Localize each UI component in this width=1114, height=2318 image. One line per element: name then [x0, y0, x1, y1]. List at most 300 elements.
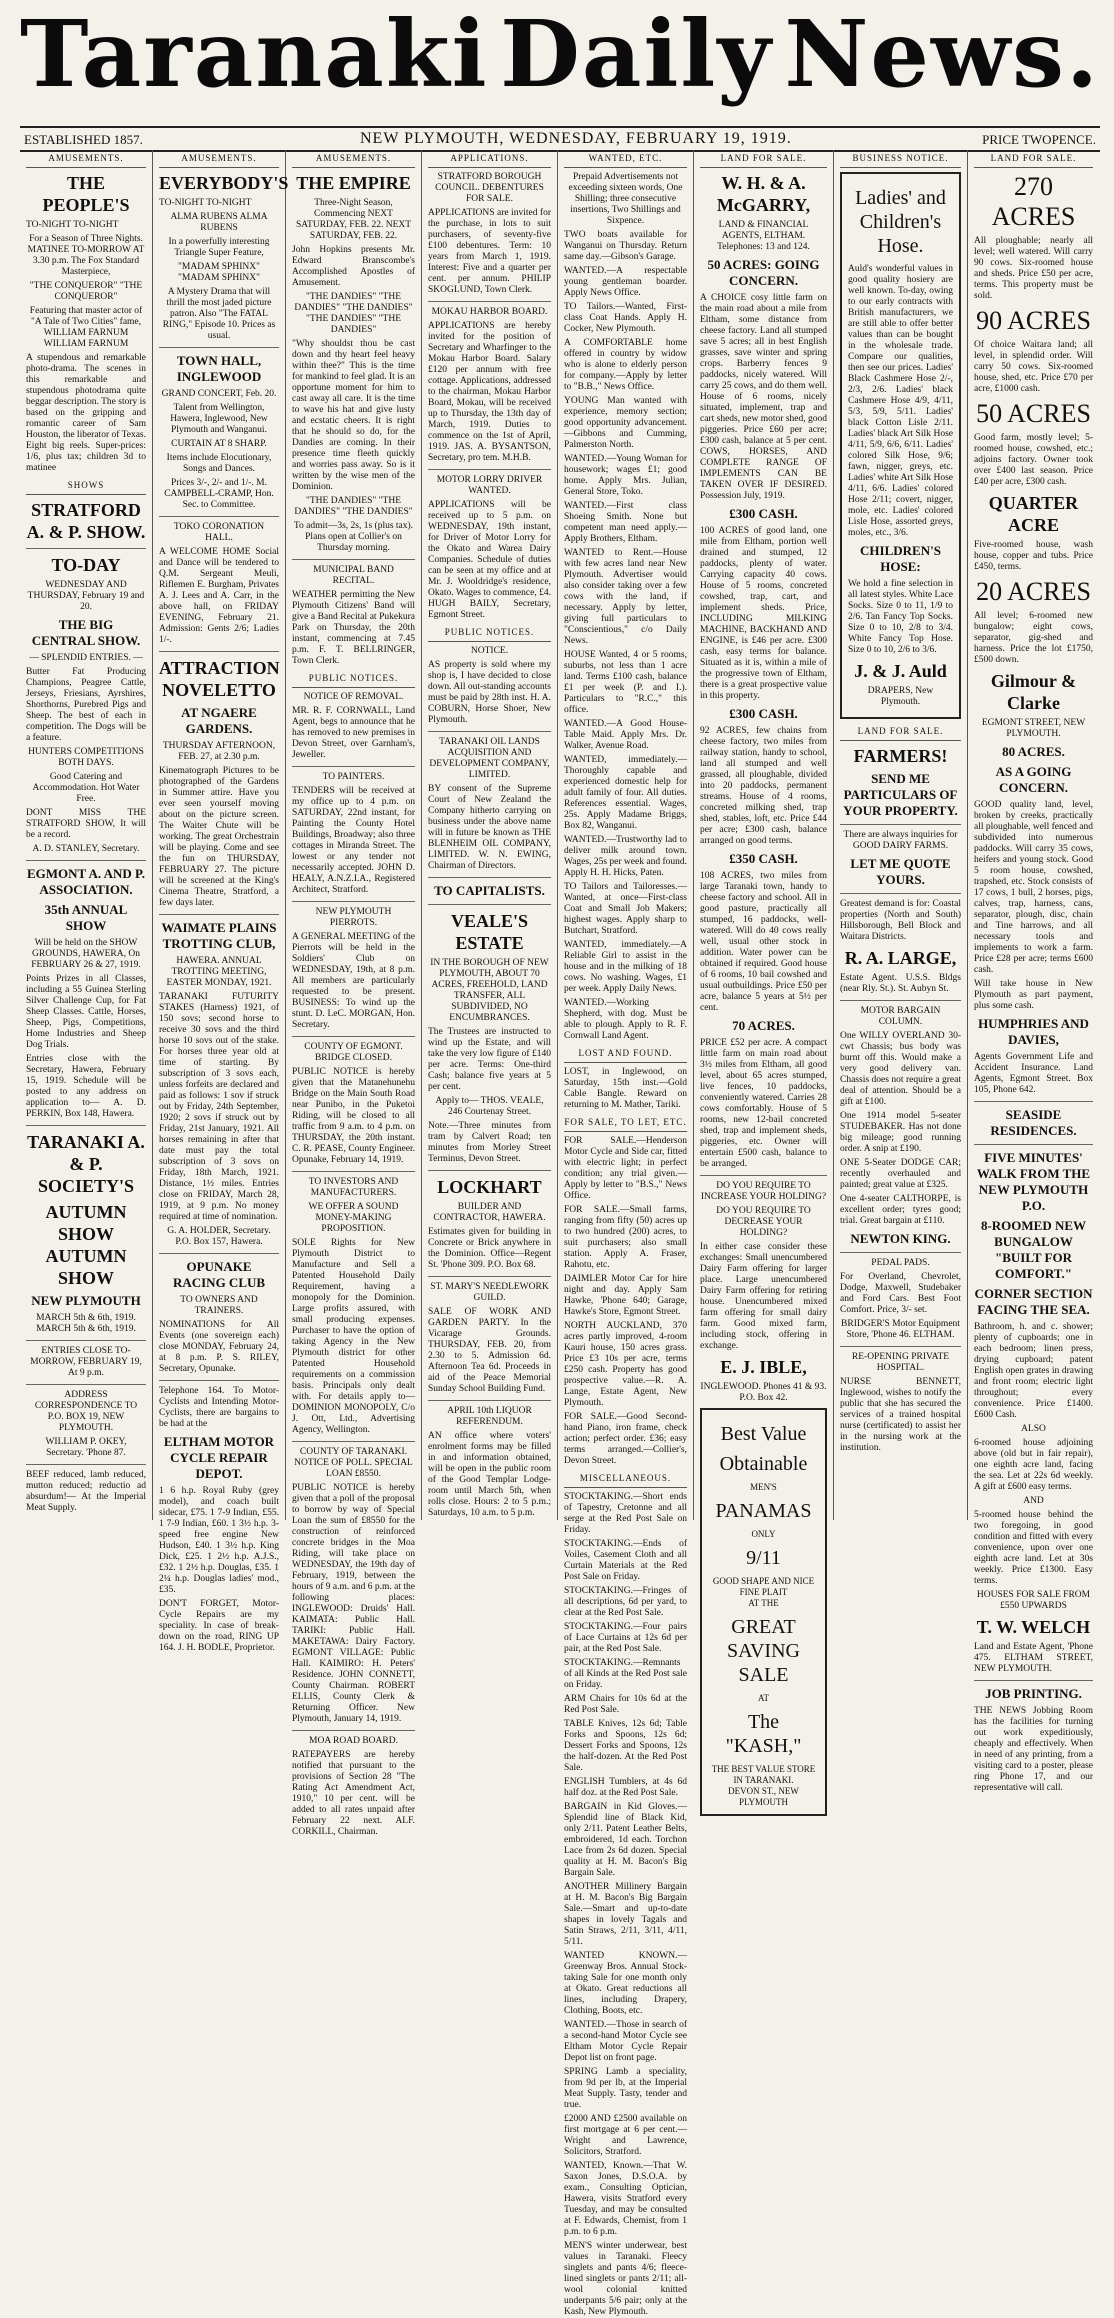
- paragraph: John Hopkins presents Mr. Edward Branscombe's Accomplished Apostles of Amusement.: [292, 245, 415, 288]
- paragraph: BEEF reduced, lamb reduced, mutton reduced; reductio ad absurdum!— At the Imperial Meat Supply.: [26, 1470, 146, 1513]
- centered-text: COUNTY OF EGMONT. BRIDGE CLOSED.: [304, 1042, 403, 1063]
- divider-rule: [428, 1400, 551, 1401]
- paragraph: TO-NIGHT TO-NIGHT: [159, 198, 252, 208]
- headline: LOCKHART: [437, 1177, 542, 1197]
- centered-text: "THE DANDIES" "THE DANDIES" "THE DANDIES" "THE DANDIES" "THE DANDIES": [294, 292, 413, 335]
- paragraph: WANTED.—A respectable young gentleman boarder. Apply News Office.: [564, 266, 687, 298]
- subheadline: CORNER SECTION FACING THE SEA.: [974, 1286, 1093, 1317]
- centered-text: G. A. HOLDER, Secretary. P.O. Box 157, Hawera.: [167, 1226, 271, 1247]
- ad-line: The "KASH,": [725, 1711, 802, 1757]
- subheadline: £300 CASH.: [729, 506, 798, 521]
- headline: THE PEOPLE'S: [42, 173, 130, 215]
- centered-text: IN THE BOROUGH OF NEW PLYMOUTH, ABOUT 70 ACRES, FREEHOLD, LAND TRANSFER, ALL SUBDIVIDED, NO ENCUMBRANCES.: [430, 958, 549, 1023]
- paragraph: ONE 5-Seater DODGE CAR; recently overhauled and painted; great value at £325.: [840, 1158, 961, 1190]
- paragraph: The Trustees are instructed to wind up the Estate, and will take the very low figure of £140 per acre. Terms: One-third Cash; balance five years at 5 per cent.: [428, 1027, 551, 1092]
- paragraph: Of choice Waitara land; all level, in splendid order. Will carry 50 cows. Six-roomed house, shed, etc. Price £70 per acre, £1000 cash.: [974, 340, 1093, 394]
- paragraph: Will take house in New Plymouth as part payment, plus some cash.: [974, 979, 1093, 1011]
- paragraph: 92 ACRES, few chains from cheese factory, two miles from railway station, handy to school, land all stumped and well grassed, all ploughable, divided into 20 paddocks, permanent streams. House of 4 rooms, concreted milking shed, trap shed, stables, loft, etc. Price £44 per acre; £300 cash, balance arranged on good terms.: [700, 726, 827, 846]
- paragraph: 6-roomed house adjoining above (old but in fair repair), one eighth acre land, facing the sea. Let at 22s 6d weekly. A gift at £600 easy terms.: [974, 1438, 1093, 1492]
- paragraph: WANTED.—Working Shepherd, with dog. Must be able to plough. Apply to R. F. Cornwall Land Agent.: [564, 998, 687, 1041]
- divider-rule: [159, 914, 279, 915]
- paragraph: Greatest demand is for: Coastal properties (North and South) Hillsborough, Bell Block and Waitara Districts.: [840, 899, 961, 942]
- ad-line: 9/11: [746, 1547, 781, 1569]
- ad-subtitle: CHILDREN'S HOSE:: [860, 543, 941, 574]
- paragraph: For Overland, Chevrolet, Dodge, Maxwell, Studebaker and Ford Cars. Best Foot Comfort. Price, 3/- set.: [840, 1272, 961, 1315]
- subheadline: 70 ACRES.: [732, 1018, 795, 1033]
- centered-text: MARCH 5th & 6th, 1919. MARCH 5th & 6th, 1919.: [36, 1313, 136, 1334]
- paragraph: SPRING Lamb a speciality, from 9d per lb, at the Imperial Meat Supply. Tasty, tender and true.: [564, 2067, 687, 2110]
- subheadline: OPUNAKE RACING CLUB: [172, 1259, 266, 1290]
- centered-text: ST. MARY'S NEEDLEWORK GUILD.: [430, 1282, 549, 1303]
- centered-text: In a powerfully interesting Triangle Super Feature,: [168, 237, 270, 258]
- subheadline: THE BIG CENTRAL SHOW.: [31, 617, 141, 648]
- centered-text: MOTOR LORRY DRIVER WANTED.: [436, 475, 543, 496]
- paragraph: NURSE BENNETT, Inglewood, wishes to notify the public that she has secured the services of a trained hospital nurse (certificated) to assist her in the nursing work at the institution.: [840, 1377, 961, 1453]
- paragraph: Land and Estate Agent, 'Phone 475. ELTHAM STREET, NEW PLYMOUTH.: [974, 1642, 1093, 1674]
- centered-text: HOUSES FOR SALE FROM £550 UPWARDS: [976, 1590, 1091, 1611]
- paragraph: SALE OF WORK AND GARDEN PARTY. In the Vicarage Grounds. THURSDAY, FEB. 20, from 2.30 to 5. Admission 6d. Afternoon Tea 6d. Proceeds in aid of the Peace Memorial Sunday School Building Fund.: [428, 1307, 551, 1394]
- headline: W. H. & A. McGARRY,: [716, 173, 811, 215]
- centered-text: "MADAM SPHINX" "MADAM SPHINX": [178, 262, 260, 283]
- centered-text: WE OFFER A SOUND MONEY-MAKING PROPOSITION.: [308, 1202, 399, 1234]
- divider-rule: [26, 1340, 146, 1341]
- paragraph: APPLICATIONS are hereby invited for the position of Secretary and Wharfinger to the Mokau Harbor Board. Salary £120 per annum with free cottage. Applications, addressed to the chairman, Mokau Harbor Board, Mokau, will be received up to Thursday, the 13th day of March, 1919. Duties to commence on the 1st of April, 1919. JAS. A. BYSANTSON, Secretary, pro tem. M.H.B.: [428, 321, 551, 463]
- subheadline: ELTHAM MOTOR CYCLE REPAIR DEPOT.: [163, 1434, 275, 1481]
- display-headline: 20 ACRES: [976, 577, 1091, 606]
- centered-text: GRAND CONCERT, Feb. 20.: [161, 389, 277, 399]
- ad-line: GREAT SAVING SALE: [727, 1616, 800, 1686]
- paragraph: STOCKTAKING.—Short ends of Tapestry, Cretonne and all serge at the Red Post Sale on Friday.: [564, 1492, 687, 1535]
- paragraph: A COMFORTABLE home offered in country by widow who is alone to elderly person for company.—Apply by letter to "B.B.," News Office.: [564, 338, 687, 392]
- column-body: [422, 150, 557, 1519]
- section-header: MISCELLANEOUS.: [564, 1470, 687, 1488]
- ad-line: AT THE: [748, 1598, 779, 1608]
- paragraph: TARANAKI FUTURITY STAKES (Harness) 1921, of 150 sovs; second horse to receive 30 sovs and the third horse 10 sovs out of the stake. For horses three year old at time of starting. By subscription of 3 sovs each, unless forfeits are declared and paid as follows: 1 sov if struck out by Friday, 24th September, 1920; 2 sovs if struck out by Friday, 21st January, 1921. All horses remaining in after that date must pay the total subscription of 3 sovs on Friday, 18th March, 1921. Distance, 1½ miles. Entries close on FRIDAY, March 28, 1919, at 9 p.m. No money required at time of nomination.: [159, 992, 279, 1222]
- paragraph: TO-NIGHT TO-NIGHT: [26, 220, 119, 230]
- divider-rule: [974, 1144, 1093, 1145]
- headline: QUARTER ACRE: [988, 493, 1079, 535]
- paragraph: 100 ACRES of good land, one mile from Eltham, portion well drained and stumped, 12 paddocks, plenty of water. Carrying capacity 40 cows. House of 5 rooms, concreted cowshed, trap, cart, and implement sheds. Price, INCLUDING MILKING MACHINE, BACKHAND AND ENGINE, is £46 per acre. £300 cash, easy terms for balance. Situated as it is, within a mile of the progressive town of Eltham, there is a great prospective value in this property.: [700, 526, 827, 701]
- column-body: [694, 150, 833, 1816]
- column-header: AMUSEMENTS.: [159, 150, 279, 168]
- column-body: [834, 150, 967, 1454]
- divider-rule: [159, 1380, 279, 1381]
- centered-text: There are always inquiries for GOOD DAIRY FARMS.: [843, 830, 958, 851]
- paragraph: WANTED.—Young Woman for housework; wages £1; good home. Apply Mrs. Julian, General Store, Toko.: [564, 454, 687, 497]
- divider-rule: [840, 1346, 961, 1347]
- headline: EVERYBODY'S: [159, 173, 289, 193]
- headline: E. J. IBLE,: [720, 1357, 807, 1377]
- centered-text: NEW PLYMOUTH PIERROTS.: [315, 907, 392, 928]
- divider-rule: [428, 301, 551, 302]
- paragraph: BY consent of the Supreme Court of New Zealand the Company hitherto carrying on business under the above name will in future be known as THE BLENHEIM OIL COMPANY, LIMITED. W. N. EWING, Chairman of Directors.: [428, 784, 551, 871]
- centered-text: — SPLENDID ENTRIES. —: [29, 653, 143, 663]
- centered-text: ALMA RUBENS ALMA RUBENS: [170, 212, 268, 233]
- centered-text: HAWERA. ANNUAL TROTTING MEETING, EASTER MONDAY, 1921.: [166, 956, 272, 988]
- ad-line: Obtainable: [719, 1453, 808, 1475]
- dateline-bar: [20, 126, 1100, 152]
- paragraph: AN office where voters' enrolment forms may be filled in and information obtained, will be open in the public room of the Good Templar Lodge-room until March 5th, when rolls close. Hours: 2 to 5 p.m.; Saturdays, 10 a.m. to 5 p.m.: [428, 1431, 551, 1518]
- paragraph: BARGAIN in Kid Gloves.—Splendid line of Black Kid, only 2/11. Patent Leather Belts, embroidered, 1d each. Torchon Lace from 2s 6d dozen. Special quality at H. M. Bacon's Big Bargain Sale.: [564, 1802, 687, 1878]
- advertisement-box: [840, 172, 961, 719]
- paragraph: PUBLIC NOTICE is hereby given that a poll of the proposal to borrow by way of Special Loan the sum of £8550 for the construction of reinforced concrete bridges in the Moa Riding, will take place on WEDNESDAY, the 19th day of February, 1919, between the hours of 9 a.m. and 6 p.m. at the following places: INGLEWOOD: Druids' Hall. KAIMATA: Public Hall. TARIKI: Public Hall. MAKETAWA: Dairy Factory. EGMONT VILLAGE: Public Hall. KAIMIRO: H. Peters' Residence. JOHN CONNETT, County Chairman. ROBERT ELLIS, County Clerk & Returning Officer. New Plymouth, January 14, 1919.: [292, 1483, 415, 1724]
- paragraph: 1 6 h.p. Royal Ruby (grey model), and coach built sidecar, £75. 1 7-9 Indian, £55. 1 7-9 Indian, £60. 1 3½ h.p. 3-speed free engine New Hudson, £40. 1 3½ h.p. King Dick, £25. 1 2½ h.p. A.J.S., £32. 1 2½ h.p. Douglas, £35. 1 2¼ h.p. Douglas ladies' mod., £35.: [159, 1486, 279, 1595]
- divider-rule: [840, 1000, 961, 1001]
- column-1: [20, 150, 153, 1520]
- display-headline: 50 ACRES: [976, 399, 1091, 428]
- centered-text: TARANAKI OIL LANDS ACQUISITION AND DEVELOPMENT COMPANY, LIMITED.: [429, 737, 550, 780]
- paragraph: STOCKTAKING.—Fringes of all descriptions, 6d per yard, to clear at the Red Post Sale.: [564, 1586, 687, 1618]
- paragraph: Bathroom, h. and c. shower; plenty of cupboards; one in each bedroom; linen press, drying cupboard; patent English open grates in drawing and front room; electric light throughout; every convenience. Price £1400. £600 Cash.: [974, 1322, 1093, 1420]
- paragraph: TO Tailors and Tailoresses.—Wanted, at once—First-class Coat and Small Job Makers; highest wages. Apply sharp to Butchart, Stratford.: [564, 882, 687, 936]
- established-label: ESTABLISHED 1857.: [24, 132, 143, 147]
- divider-rule: [428, 904, 551, 905]
- ad-body: We hold a fine selection in all latest styles. White Lace Socks. Size 0 to 11, 1/9 to 2/6. Tan Fancy Top Socks. Size 0 to 10, 2/8 to 3/4. White Fancy Top Hose. Size 0 to 10, 2/6 to 3/6.: [848, 579, 953, 655]
- centered-text: MOA ROAD BOARD.: [309, 1736, 398, 1746]
- headline: TO-DAY: [51, 555, 121, 575]
- centered-text: Prices 3/-, 2/- and 1/-. M. CAMPBELL-CRAMP, Hon. Sec. to Committee.: [164, 478, 274, 510]
- paragraph: LOST, in Inglewood, on Saturday, 15th inst.—Gold Cable Bangle. Reward on returning to M. Mather, Tariki.: [564, 1067, 687, 1110]
- divider-rule: [974, 1680, 1093, 1681]
- ad-line: Best Value: [720, 1423, 807, 1445]
- paragraph: WANTED, Known.—That W. Saxon Jones, D.S.O.A. by exam., Consulting Optician, Hawera, visits Stratford every Tuesday, and may be consulted at F. Edwards, Chemist, from 1 p.m. to 6 p.m.: [564, 2161, 687, 2237]
- subheadline: 35th ANNUAL SHOW: [44, 902, 128, 933]
- paragraph: Points Prizes in all Classes, including a 55 Guinea Sterling Silver Challenge Cup, for Fat Sheep Classes. Cattle, Horses, Sheep, Pigs, Competitions, Home Industries and Sheep Dog Trials.: [26, 974, 146, 1050]
- paragraph: PUBLIC NOTICE is hereby given that the Matanehunehu Bridge on the Main South Road near Punibo, in the Puketoi Riding, will be closed to all traffic from 9 a.m. to 4 p.m. on THURSDAY, the 20th instant. C. R. PEASE, County Engineer. Opunake, February 14, 1919.: [292, 1067, 415, 1165]
- ad-line: ONLY: [751, 1529, 776, 1539]
- centered-text: BRIDGER'S Motor Equipment Store, 'Phone 46. ELTHAM.: [841, 1319, 960, 1340]
- title-word-3: News.: [784, 0, 1100, 108]
- paragraph: One 1914 model 5-seater STUDEBAKER. Has not done big mileage; good running order. A snip at £190.: [840, 1111, 961, 1154]
- column-3: [286, 150, 422, 1837]
- subheadline: AT NGAERE GARDENS.: [181, 705, 257, 736]
- headline: AUTUMN SHOW AUTUMN SHOW: [45, 1202, 127, 1288]
- divider-rule: [840, 824, 961, 825]
- price-label: PRICE TWOPENCE.: [982, 132, 1096, 147]
- headline: FARMERS!: [853, 746, 948, 766]
- centered-text: Prepaid Advertisements not exceeding sixteen words, One Shilling; three consecutive insertions, Two Shillings and Sixpence.: [568, 172, 683, 226]
- paragraph: Entries close with the Secretary, Hawera, February 15, 1919. Schedule will be posted to any address on application to— A. D. PERKIN, Box 148, Hawera.: [26, 1054, 146, 1119]
- paragraph: MEN'S winter underwear, best values in Taranaki. Fleecy singlets and pants 4/6; fleece-lined singlets or pants 2/11; all-wool colonial knitted underpants 5/6 pair; only at the Kash, New Plymouth.: [564, 2241, 687, 2317]
- centered-text: LAND & FINANCIAL AGENTS, ELTHAM. Telephones: 13 and 124.: [717, 220, 810, 252]
- divider-rule: [428, 469, 551, 470]
- column-4: [422, 150, 558, 1520]
- paragraph: APPLICATIONS will be received up to 5 p.m. on WEDNESDAY, 19th instant, for Driver of Motor Lorry for the Okato and Warea Dairy Companies. Schedule of duties can be seen at my office and at Mr. J. Wooldridge's residence, Okato. Wages to commence, £4. HUGH BAILY, Secretary, Egmont Street.: [428, 500, 551, 620]
- column-body: [20, 150, 152, 1514]
- paragraph: NOMINATIONS for All Events (one sovereign each) close MONDAY, February 24, at 8 p.m. P. S. RILEY, Secretary, Opunake.: [159, 1320, 279, 1374]
- column-5: [558, 150, 694, 2317]
- column-body: [153, 150, 289, 1654]
- paragraph: MR. R. F. CORNWALL, Land Agent, begs to announce that he has removed to new premises in Devon Street, over Garnham's, Jeweller.: [292, 706, 415, 760]
- divider-rule: [26, 860, 146, 861]
- paragraph: NORTH AUCKLAND, 370 acres partly improved, 4-room Kauri house, 150 acres grass. Price £3 10s per acre, terms £250 cash. Property has good prospective value.—R. A. Lange, Estate Agent, New Plymouth.: [564, 1321, 687, 1408]
- column-header: WANTED, ETC.: [564, 150, 687, 168]
- column-header: APPLICATIONS.: [428, 150, 551, 168]
- paragraph: TO Tailors.—Wanted, First-class Coat Hands. Apply H. Cocker, New Plymouth.: [564, 302, 687, 334]
- paragraph: SOLE Rights for New Plymouth District to Manufacture and Sell a Patented Household Daily Requirement, having a monopoly for the Dominion. Large profits assured, with small producing expenses. Purchaser to have the option of taking Agency in the New Plymouth district for other Patented Household requirements on a commission basis. Principals only dealt with. For details apply to— DOMINION MONOPOLY, C/o J. Ott, Ltd., Advertising Agency, Wellington.: [292, 1238, 415, 1435]
- column-body: [968, 150, 1099, 1794]
- paragraph: DAIMLER Motor Car for hire night and day. Apply Sam Hawke, 'Phone 640; Garage, Hawke's Store, Egmont Street.: [564, 1274, 687, 1317]
- centered-text: DO YOU REQUIRE TO DECREASE YOUR HOLDING?: [716, 1206, 811, 1238]
- paragraph: HOUSE Wanted, 4 or 5 rooms, suburbs, not less than 1 acre land. Terms £100 cash, balance £1 per week (P. and I.). Particulars to "R.C.," this office.: [564, 650, 687, 715]
- centered-text: TO INVESTORS AND MANUFACTURERS.: [308, 1177, 399, 1198]
- centered-text: A Mystery Drama that will thrill the most jaded picture patron. Also "The FATAL RING," Episode 10. Prices as usual.: [162, 287, 276, 341]
- column-body: [558, 150, 693, 2318]
- subheadline: SEASIDE RESIDENCES.: [990, 1107, 1077, 1138]
- paragraph: WANTED.—Those in search of a second-hand Motor Cycle see Eltham Motor Cycle Repair Depot list on front page.: [564, 2020, 687, 2063]
- paragraph: All ploughable; nearly all level; well watered. Will carry 90 cows. Six-roomed house and sheds. Price £50 per acre, terms. This property must be sold.: [974, 236, 1093, 301]
- paragraph: One 4-seater CALTHORPE, is excellent order; tyres good; trial. Great bargain at £110.: [840, 1194, 961, 1226]
- centered-text: WEDNESDAY AND THURSDAY, February 19 and 20.: [27, 580, 145, 612]
- paragraph: Five-roomed house, wash house, copper and tubs. Price £450, terms.: [974, 540, 1093, 572]
- section-header: SHOWS: [26, 477, 146, 495]
- divider-rule: [26, 1384, 146, 1385]
- ad-line: GOOD SHAPE AND NICE FINE PLAIT: [712, 1576, 815, 1597]
- headline: TARANAKI A. & P. SOCIETY'S: [27, 1132, 145, 1196]
- centered-text: MUNICIPAL BAND RECITAL.: [313, 565, 394, 586]
- columns-area: [20, 150, 1100, 2317]
- paragraph: All level; 6-roomed new bungalow; eight cows, separator, gig-shed and harness. Price the lot £1750, £500 down.: [974, 611, 1093, 665]
- subheadline: TOWN HALL, INGLEWOOD: [176, 353, 262, 384]
- divider-rule: [26, 1125, 146, 1126]
- column-7: [834, 150, 968, 1520]
- headline: STRATFORD A. & P. SHOW.: [26, 500, 146, 542]
- centered-text: Items include Elocutionary, Songs and Dances.: [166, 453, 272, 474]
- paragraph: £2000 AND £2500 available on first mortgage at 6 per cent.—Wright and Lawrence, Solicitors, Stratford.: [564, 2114, 687, 2157]
- divider-rule: [159, 516, 279, 517]
- ad-line: PANAMAS: [715, 1500, 812, 1522]
- paragraph: STOCKTAKING.—Ends of Voiles, Casement Cloth and all Curtain Materials at the Red Post Sale on Friday.: [564, 1539, 687, 1582]
- paragraph: Estimates given for building in Concrete or Brick anywhere in the Dominion. Office—Regent St. 'Phone 309. P.O. Box 68.: [428, 1227, 551, 1270]
- paragraph: ANOTHER Millinery Bargain at H. M. Bacon's Big Bargain Sale.—Smart and up-to-date shapes in lovely Tagals and Satin Straws, 2/11, 3/11, 4/11, 5/11.: [564, 1882, 687, 1947]
- centered-text: CURTAIN AT 8 SHARP.: [171, 439, 267, 449]
- centered-text: COUNTY OF TARANAKI. NOTICE OF POLL. SPECIAL LOAN £8550.: [294, 1447, 413, 1479]
- ad-line: THE BEST VALUE STORE IN TARANAKI.: [711, 1764, 816, 1785]
- ad-footer: DRAPERS, New Plymouth.: [867, 686, 934, 707]
- centered-text: ENTRIES CLOSE TO-MORROW, FEBRUARY 19, At 9 p.m.: [30, 1346, 142, 1378]
- section-header: FOR SALE, TO LET, ETC.: [564, 1114, 687, 1132]
- paragraph: Good farm, mostly level; 5-roomed house, cowshed, etc.; adjoins factory. Owner took over £400 last season. Price £40 per acre, £300 cash.: [974, 433, 1093, 487]
- centered-text: WILLIAM P. OKEY, Secretary. 'Phone 87.: [45, 1437, 127, 1458]
- advertisement-box: [700, 1408, 827, 1816]
- paragraph: FOR SALE.—Small farms, ranging from fifty (50) acres up to two hundred (200) acres, to suit purchasers; also small station. Apply A. Fraser, Rahotu, etc.: [564, 1205, 687, 1270]
- centered-text: For a Season of Three Nights. MATINEE TO-MORROW AT 3.30 p.m. The Fox Standard Masterpiece,: [27, 234, 145, 277]
- subheadline: AS A GOING CONCERN.: [995, 764, 1072, 795]
- subheadline: 80 ACRES.: [1002, 744, 1065, 759]
- ad-line: DEVON ST., NEW PLYMOUTH: [728, 1786, 799, 1807]
- divider-rule: [159, 651, 279, 652]
- paragraph: Butter Fat Producing Champions, Peagree Cattle, Jerseys, Friesians, Ayrshires, Shorthorns, Purebred Pigs and Sheep. The best of each in competition. The Dogs will be a feature.: [26, 667, 146, 743]
- subheadline: NEW PLYMOUTH: [31, 1293, 141, 1308]
- divider-rule: [26, 548, 146, 549]
- divider-rule: [292, 1171, 415, 1172]
- centered-text: RE-OPENING PRIVATE HOSPITAL.: [851, 1352, 950, 1373]
- section-header: PUBLIC NOTICES.: [428, 624, 551, 642]
- column-header: AMUSEMENTS.: [26, 150, 146, 168]
- headline: T. W. WELCH: [976, 1617, 1091, 1637]
- divider-rule: [292, 1036, 415, 1037]
- paragraph: Agents Government Life and Accident Insurance. Land Agents, Egmont Street. Box 105, Phone 642.: [974, 1052, 1093, 1095]
- centered-text: Featuring that master actor of "A Tale of Two Cities" fame, WILLIAM FARNUM WILLIAM FARNUM: [29, 306, 143, 349]
- divider-rule: [840, 893, 961, 894]
- paragraph: Note.—Three minutes from tram by Calvert Road; ten minutes from Morley Street Terminus, Devon Street.: [428, 1121, 551, 1164]
- divider-rule: [159, 347, 279, 348]
- centered-text: NOTICE OF REMOVAL.: [303, 692, 404, 702]
- paragraph: WANTED, immediately.—A Reliable Girl to assist in the house and in the milking of 18 cows. No washing. Wages, £1 per week. Apply Daily News.: [564, 940, 687, 994]
- divider-rule: [840, 1252, 961, 1253]
- ad-title: Ladies' and Children's Hose.: [855, 187, 946, 257]
- paragraph: A GENERAL MEETING of the Pierrots will be held in the Soldiers' Club on WEDNESDAY, 19th, at 8 p.m. All members are particularly requested to be present. BUSINESS: To wind up the stunt. D. LeC. MORGAN, Hon. Secretary.: [292, 932, 415, 1030]
- centered-text: PEDAL PADS.: [871, 1258, 930, 1268]
- centered-text: Talent from Wellington, Hawera, Inglewood, New Plymouth and Wanganui.: [170, 403, 268, 435]
- dateline: NEW PLYMOUTH, WEDNESDAY, FEBRUARY 19, 1919.: [360, 130, 792, 147]
- section-header: LOST AND FOUND.: [564, 1045, 687, 1063]
- paragraph: STOCKTAKING.—Four pairs of Lace Curtains at 12s 6d per pair, at the Red Post Sale.: [564, 1622, 687, 1654]
- divider-rule: [292, 1730, 415, 1731]
- paragraph: 5-roomed house behind the two foregoing, in good condition and fitted with every convenience, upon over one eighth acre land. Let at 30s weekly. Price £1300. Easy terms.: [974, 1510, 1093, 1586]
- centered-text: INGLEWOOD. Phones 41 & 93. P.O. Box 42.: [700, 1382, 827, 1403]
- subheadline: £350 CASH.: [729, 851, 798, 866]
- centered-text: DO YOU REQUIRE TO INCREASE YOUR HOLDING?: [700, 1181, 827, 1202]
- paragraph: 108 ACRES, two miles from large Taranaki town, handy to cheese factory and school. All in good pasture, practically all stumped, 16 paddocks, well-watered. Will do 40 cows really well, usual other stock in addition. Water power can be obtained if required. Good house of 6 rooms, 10 bail cowshed and usual outbuildings. Price £50 per acre, balance 5 years at 5½ per cent.: [700, 871, 827, 1013]
- paragraph: AS property is sold where my shop is, I have decided to close down. All out-standing accounts must be paid by 28th inst. H. A. COBURN, Horse Shoer, New Plymouth.: [428, 660, 551, 725]
- column-8: [968, 150, 1099, 1793]
- subheadline: TO CAPITALISTS.: [434, 883, 545, 898]
- paragraph: FOR SALE.—Good Second-hand Piano, iron frame, check action; perfect order. £36; easy terms arranged.—Collier's, Devon Street.: [564, 1412, 687, 1466]
- section-header: PUBLIC NOTICES.: [292, 670, 415, 688]
- paragraph: RATEPAYERS are hereby notified that pursuant to the provisions of Section 28 "The Rating Act Amendment Act, 1910," 10 per cent. will be added to all rates unpaid after February 22 next. ALF. CORKILL, Chairman.: [292, 1750, 415, 1837]
- headline: ATTRACTION NOVELETTO: [159, 658, 280, 700]
- centered-text: Apply to— THOS. VEALE, 246 Courtenay Street.: [435, 1096, 544, 1117]
- column-header: LAND FOR SALE.: [700, 150, 827, 168]
- paragraph: "Why shouldst thou be cast down and thy heart feel heavy within thee?" This is the time for mankind to feel glad. It is an opportune moment for him to cast away all care. It is the time to wave his hat and give lusty and ecstatic cheers. It is right that he should so do, for the Dandies are coming. In their presence time fleeth quickly and worries pass away. So is it written by the wise men of the Dominion.: [292, 339, 415, 492]
- subheadline: £300 CASH.: [729, 706, 798, 721]
- divider-rule: [700, 1175, 827, 1176]
- masthead: [0, 0, 1114, 120]
- divider-rule: [428, 1276, 551, 1277]
- centered-text: "THE DANDIES" "THE DANDIES" "THE DANDIES": [294, 496, 413, 517]
- centered-text: Three-Night Season, Commencing NEXT SATURDAY, FEB. 22. NEXT SATURDAY, FEB. 22.: [295, 198, 412, 241]
- subheadline: NEWTON KING.: [850, 1231, 951, 1246]
- centered-text: NOTICE.: [470, 646, 509, 656]
- centered-text: Good Catering and Accommodation. Hot Water Free.: [32, 772, 140, 804]
- paragraph: DONT MISS THE STRATFORD SHOW, It will be a record.: [26, 808, 146, 840]
- subheadline: WAIMATE PLAINS TROTTING CLUB,: [161, 920, 277, 951]
- centered-text: AND: [1023, 1496, 1044, 1506]
- centered-text: A. D. STANLEY, Secretary.: [32, 844, 140, 854]
- ad-body: Auld's wonderful values in good quality hosiery are well known. To-day, owing to our early contracts with British manufacturers, we are still able to offer better values than can be bought in the wholesale trade. Compare our qualities, then see our prices. Ladies' Black Cashmere Hose 2/-, 2/3, 2/6. Ladies' black Cashmere Hose 4/9, 4/11, 5/3, 5/9, 5/11. Ladies' black Cotton Lisle 2/11. Ladies' black Art Silk Hose 4/11, 5/9, 6/6, 6/11. Ladies' colored Silk Hose, 9/6; fawn, nigger, greys, etc. Ladies' white Art Silk Hose 4/11, 6/6. Ladies' colored Hose 2/11; covert, nigger, mole, etc. Ladies' colored Lisle Hose, assorted greys, moles, etc., 3/6.: [848, 264, 953, 538]
- paragraph: PRICE £52 per acre. A compact little farm on main road about 3½ miles from Eltham, all good level, about 65 acres stumped, live fences, 10 paddocks, conveniently watered. Carries 28 cows comfortably. House of 5 rooms, new 12-bail concreted shed, trap and implement sheds, piggeries, etc. Owner will entertain £500 cash, balance to be arranged.: [700, 1038, 827, 1169]
- subheadline: EGMONT A. AND P. ASSOCIATION.: [26, 866, 146, 897]
- paragraph: A stupendous and remarkable photo-drama. The scenes in this remarkable and stupendous photodrama quite beggar description. The story is based on the gripping and romantic career of Sam Houston, the liberator of Texas. Eight big reels. Super-prices: 1/6, plus tax; children 3d to matinee: [26, 353, 146, 473]
- paragraph: WANTED to Rent.—House with few acres land near New Plymouth. Advertiser would also consider taking over a few cows with the land, if necessary. Apply by letter, giving full particulars to "Conscientious," c/o Daily News.: [564, 548, 687, 646]
- paragraph: WANTED.—Trustworthy lad to deliver milk around town. Wages, 25s per week and found. Apply H. H. Hicks, Paten.: [564, 835, 687, 878]
- divider-rule: [428, 731, 551, 732]
- paragraph: A CHOICE cosy little farm on the main road about a mile from Eltham, some distance from cheese factory. Land all stumped save 5 acres; all in best English grasses, save winter and spring crops. Barberry fences 9 paddocks, nicely watered. Will carry 25 cows, and do them well. House of 6 rooms, nicely situated, implement, trap and cart sheds, new motor shed, good piggeries. Price £60 per acre; £300 cash, balance at 5 per cent. COWS, HORSES, AND COMPLETE RANGE OF IMPLEMENTS CAN BE TAKEN OVER IF DESIRED. Possession July, 1919.: [700, 293, 827, 501]
- paragraph: TENDERS will be received at my office up to 4 p.m. on SATURDAY, 22nd instant, for Painting the County Hotel Buildings, Broadway; also three cottages in Miranda Street. The lowest or any tender not necessarily accepted. JOHN D. HEALY, A.N.Z.I.A., Registered Architect, Stratford.: [292, 786, 415, 895]
- paragraph: TABLE Knives, 12s 6d; Table Forks and Spoons, 12s 6d; Dessert Forks and Spoons, 12s the half-dozen. At the Red Post Sale.: [564, 1719, 687, 1773]
- paragraph: In either case consider these exchanges: Small unencumbered Dairy Farm offering for larger place. Large unencumbered Dairy Farm offering for retiring house. Unencumbered mixed farm offering for small dairy farm. Good mixed farm, including stock, offering in exchange.: [700, 1242, 827, 1351]
- paragraph: ARM Chairs for 10s 6d at the Red Post Sale.: [564, 1694, 687, 1715]
- paragraph: YOUNG Man wanted with experience, memory section; good opportunity advancement.—Gibbons and Cumming, Palmerston North.: [564, 396, 687, 450]
- display-headline: 90 ACRES: [976, 306, 1091, 335]
- centered-text: To admit—3s, 2s, 1s (plus tax). Plans open at Collier's on Thursday morning.: [293, 521, 414, 553]
- title-word-2: Daily: [500, 0, 773, 108]
- column-header: LAND FOR SALE.: [974, 150, 1093, 168]
- ad-line: AT: [758, 1693, 769, 1703]
- headline: R. A. LARGE,: [844, 948, 957, 968]
- newspaper-title: [20, 0, 1100, 108]
- centered-text: Will be held on the SHOW GROUNDS, HAWERA, On FEBRUARY 26 & 27, 1919.: [31, 938, 141, 970]
- centered-text: THURSDAY AFTERNOON, FEB. 27, at 2.30 p.m.: [162, 741, 276, 762]
- divider-rule: [26, 1464, 146, 1465]
- paragraph: TWO boats available for Wanganui on Thursday. Return same day.—Gibson's Garage.: [564, 230, 687, 262]
- divider-rule: [428, 1170, 551, 1171]
- column-header: BUSINESS NOTICE.: [840, 150, 961, 168]
- paragraph: APPLICATIONS are invited for the purchase, in lots to suit purchasers, of seventy-five £100 debentures. Term: 10 years from March 1, 1919. Interest: Five and a quarter per cent. per annum. PHILIP SKOGLUND, Town Clerk.: [428, 208, 551, 295]
- headline: Gilmour & Clarke: [990, 671, 1077, 713]
- column-6: [694, 150, 834, 1807]
- paragraph: Telephone 164. To Motor-Cyclists and Intending Motor-Cyclists, there are bargains to be had at the: [159, 1386, 279, 1429]
- headline: VEALE'S ESTATE: [450, 911, 529, 953]
- paragraph: Kinematograph Pictures to be photographed of the Gardens in Summer attire. Have you ever seen yourself moving about on the picture screen. The Waiter Chute will be working. The great Orchestrain will be playing. Come and see the fun on THURSDAY, FEBRUARY 27. The picture will be screened at the King's Cinema Theatre, Stratford, a few days later.: [159, 766, 279, 908]
- subheadline: 8-ROOMED NEW BUNGALOW "BUILT FOR COMFORT.": [980, 1218, 1087, 1281]
- paragraph: FOR SALE.—Henderson Motor Cycle and Side car, fitted with electric light; in perfect condition; any trial given.—Apply by letter to "B.S.," News Office.: [564, 1136, 687, 1201]
- divider-rule: [159, 1253, 279, 1254]
- ad-line: MEN'S: [750, 1482, 777, 1492]
- section-header: LAND FOR SALE.: [840, 723, 961, 741]
- divider-rule: [974, 1101, 1093, 1102]
- column-header: AMUSEMENTS.: [292, 150, 415, 168]
- centered-text: EGMONT STREET, NEW PLYMOUTH.: [981, 718, 1086, 739]
- subheadline: 50 ACRES: GOING CONCERN.: [707, 257, 820, 288]
- centered-text: BUILDER AND CONTRACTOR, HAWERA.: [433, 1202, 546, 1223]
- subheadline: JOB PRINTING.: [985, 1686, 1082, 1701]
- centered-text: TO OWNERS AND TRAINERS.: [180, 1295, 258, 1316]
- subheadline: LET ME QUOTE YOURS.: [850, 856, 951, 887]
- headline: THE EMPIRE: [296, 173, 411, 193]
- divider-rule: [292, 766, 415, 767]
- divider-rule: [428, 877, 551, 878]
- paragraph: WANTED, immediately.—Thoroughly capable and experienced domestic help for adult family of four. All duties. References essential. Wages, 25s. Apply Madame Briggs, Box 82, Wanganui.: [564, 755, 687, 831]
- subheadline: SEND ME PARTICULARS OF YOUR PROPERTY.: [843, 771, 958, 818]
- paragraph: WANTED KNOWN.—Greenway Bros. Annual Stock-taking Sale for one month only at Okato. Great reductions all lines, including Drapery, Clothing, Boots, etc.: [564, 1951, 687, 2016]
- title-word-1: Taranaki: [20, 0, 489, 108]
- paragraph: WANTED.—A Good House-Table Maid. Apply Mrs. Dr. Walker, Avenue Road.: [564, 719, 687, 751]
- centered-text: "THE CONQUEROR" "THE CONQUEROR": [29, 281, 143, 302]
- paragraph: STOCKTAKING.—Remnants of all Kinds at the Red Post sale on Friday.: [564, 1658, 687, 1690]
- column-body: [286, 150, 421, 1838]
- paragraph: DON'T FORGET, Motor-Cycle Repairs are my speciality. In case of break-down on the road, RING UP 164. J. H. BODLE, Proprietor.: [159, 1599, 279, 1653]
- paragraph: Estate Agent. U.S.S. Bldgs (near Rly. St.). St. Aubyn St.: [840, 973, 961, 994]
- centered-text: HUNTERS COMPETITIONS BOTH DAYS.: [28, 747, 144, 768]
- paragraph: GOOD quality land, level, broken by creeks, practically all ploughable, well fenced and subdivided into numerous paddocks. Will carry 35 cows, heifers and young stock. Good 5 room house, cowshed, trapshed, etc. Stock consists of 17 cows, 1 bull, 2 horses, pigs, calves, trap, harness, cans, separator, plough, disc, chain and Tine harrows, and all necessary tools and implements to work a farm. Price £28 per acre; terms £600 cash.: [974, 800, 1093, 975]
- paragraph: THE NEWS Jobbing Room has the facilities for turning out work expeditiously, cheaply and effectively. When in need of any printing, from a visiting card to a poster, please ring Phone 17, and our representative will call.: [974, 1706, 1093, 1793]
- subheadline: HUMPHRIES AND DAVIES,: [978, 1016, 1089, 1047]
- ad-brand: J. & J. Auld: [854, 661, 947, 681]
- centered-text: ALSO: [1021, 1424, 1046, 1434]
- centered-text: APRIL 10th LIQUOR REFERENDUM.: [447, 1406, 532, 1427]
- centered-text: STRATFORD BOROUGH COUNCIL. DEBENTURES FOR SALE.: [435, 172, 544, 204]
- centered-text: MOTOR BARGAIN COLUMN.: [860, 1006, 941, 1027]
- paragraph: WANTED.—First class Shoeing Smith. None but competent man need apply.—Apply Brothers, Eltham.: [564, 501, 687, 544]
- subheadline: FIVE MINUTES' WALK FROM THE NEW PLYMOUTH P.O.: [976, 1150, 1091, 1213]
- paragraph: WEATHER permitting the New Plymouth Citizens' Band will give a Band Recital at Pukekura Park on Thursday, the 20th instant, commencing at 7.45 p.m. F. T. BELLRINGER, Town Clerk.: [292, 590, 415, 666]
- centered-text: TO PAINTERS.: [322, 772, 385, 782]
- paragraph: One WILLY OVERLAND 30-cwt Chassis; bus body was burnt off this. Would make a very good delivery van. Chassis does not require a great deal of attention. Should be a gift at £100.: [840, 1031, 961, 1107]
- column-2: [153, 150, 289, 1653]
- centered-text: MOKAU HARBOR BOARD.: [431, 307, 548, 317]
